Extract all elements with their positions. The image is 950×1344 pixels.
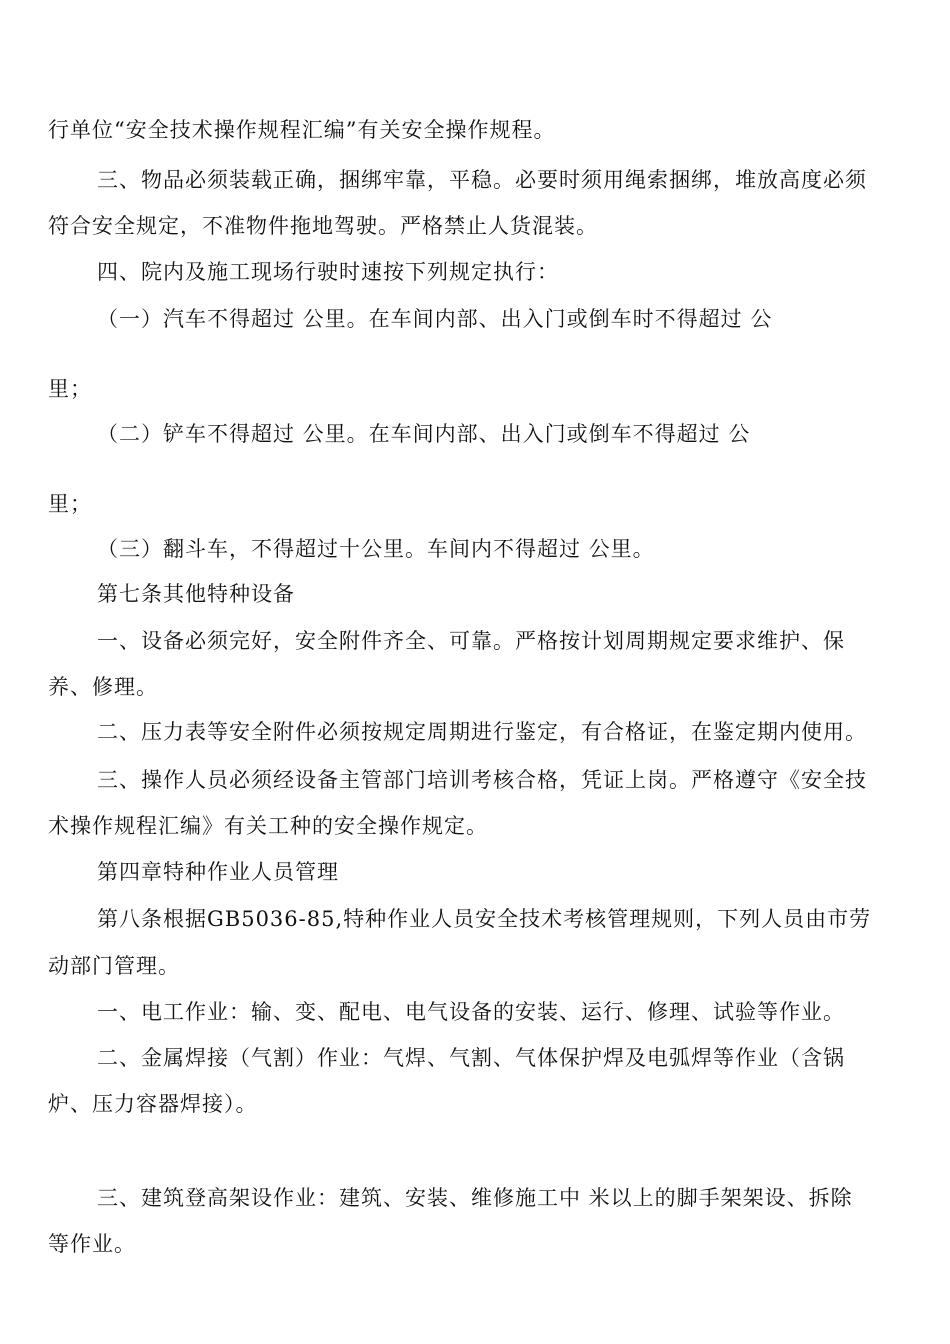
- paragraph-first-line: （三）翻斗车，不得超过十公里。车间内不得超过 公里。: [97, 537, 655, 561]
- paragraph-first-line: 二、压力表等安全附件必须按规定周期进行鉴定，有合格证，在鉴定期内使用。: [97, 720, 867, 744]
- paragraph-first-line: 第八条根据GB5036-85,特种作业人员安全技术考核管理规则，下列人员由市劳: [97, 907, 872, 931]
- paragraph-first-line: 二、金属焊接（气割）作业：气焊、气割、气体保护焊及电弧焊等作业（含锅: [97, 1046, 845, 1070]
- text-line: 符合安全规定，不准物件拖地驾驶。严格禁止人货混装。: [48, 214, 598, 238]
- paragraph-first-line: 三、建筑登高架设作业：建筑、安装、维修施工中 米以上的脚手架架设、拆除: [97, 1186, 853, 1210]
- text-line: 等作业。: [48, 1232, 136, 1256]
- text-line: 动部门管理。: [48, 954, 180, 978]
- text-line: 里；: [48, 377, 92, 401]
- text-line: 行单位“安全技术操作规程汇编”有关安全操作规程。: [48, 118, 556, 142]
- section-heading: 第七条其他特种设备: [97, 582, 295, 606]
- chapter-heading: 第四章特种作业人员管理: [97, 860, 339, 884]
- paragraph-first-line: （二）铲车不得超过 公里。在车间内部、出入门或倒车不得超过 公: [97, 422, 751, 446]
- paragraph-first-line: 一、设备必须完好，安全附件齐全、可靠。严格按计划周期规定要求维护、保: [97, 629, 845, 653]
- text-line: 养、修理。: [48, 675, 158, 699]
- paragraph-first-line: 四、院内及施工现场行驶时速按下列规定执行：: [97, 260, 559, 284]
- paragraph-first-line: 三、操作人员必须经设备主管部门培训考核合格，凭证上岗。严格遵守《安全技: [97, 768, 867, 792]
- text-line: 术操作规程汇编》有关工种的安全操作规定。: [48, 814, 488, 838]
- paragraph-first-line: （一）汽车不得超过 公里。在车间内部、出入门或倒车时不得超过 公: [97, 307, 773, 331]
- paragraph-first-line: 三、物品必须装载正确，捆绑牢靠，平稳。必要时须用绳索捆绑，堆放高度必须: [97, 168, 867, 192]
- paragraph-first-line: 一、电工作业：输、变、配电、电气设备的安装、运行、修理、试验等作业。: [97, 1000, 845, 1024]
- text-line: 里；: [48, 492, 92, 516]
- text-line: 炉、压力容器焊接）。: [48, 1092, 258, 1116]
